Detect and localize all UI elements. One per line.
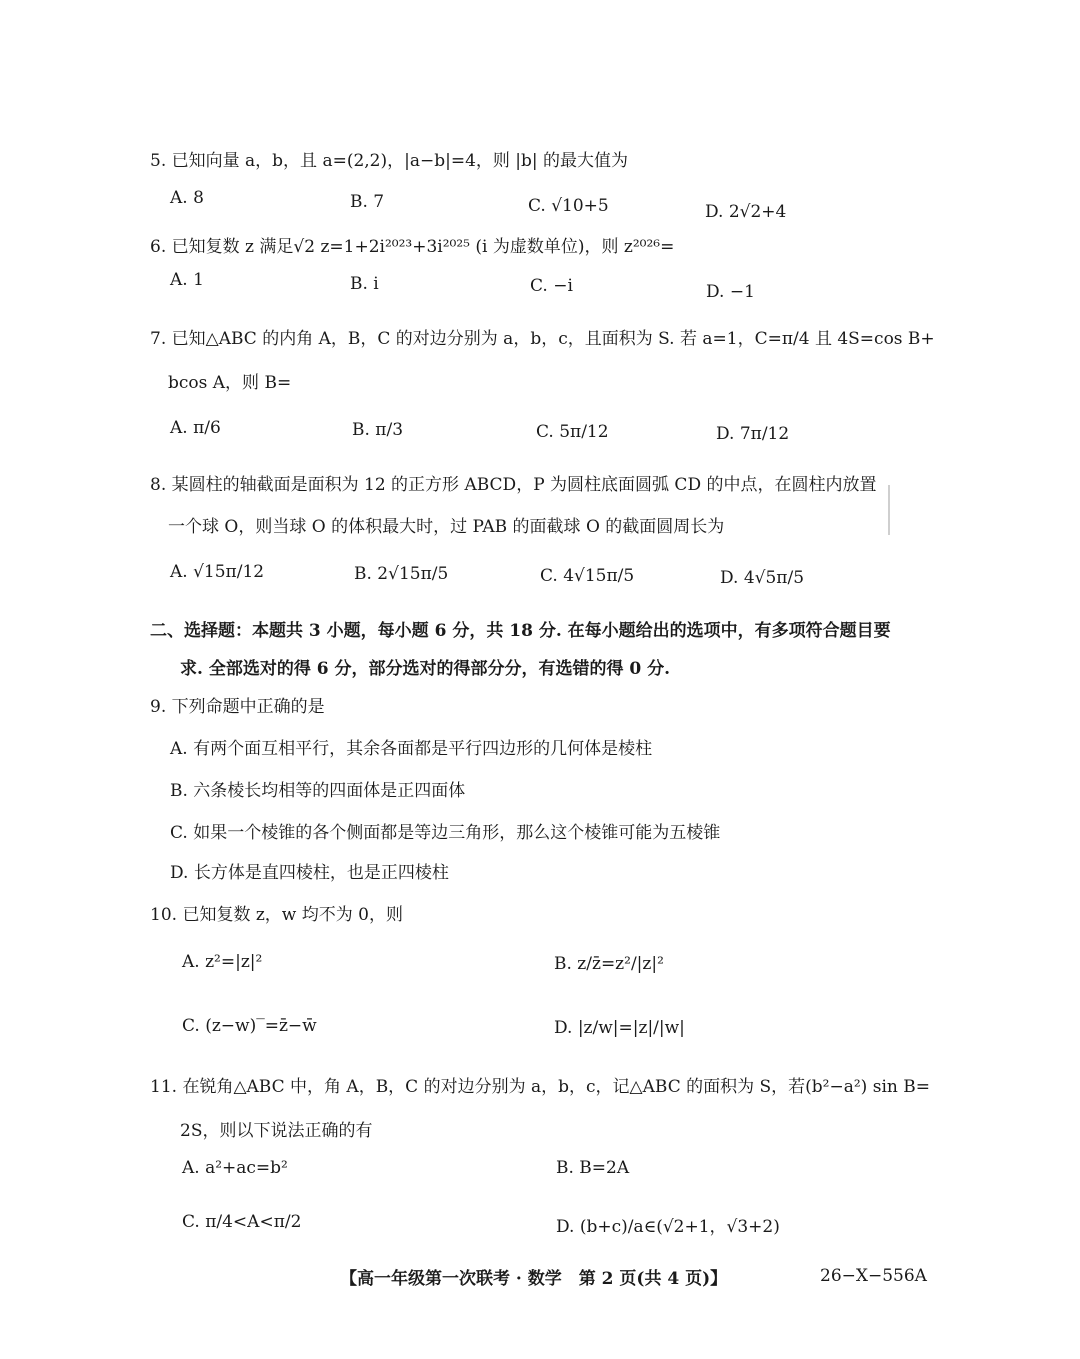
q6-option-a: A. 1	[170, 270, 204, 290]
q9-stem: 9. 下列命题中正确的是	[150, 697, 325, 717]
q5-option-d: D. 2√2+4	[705, 202, 787, 222]
q6-option-c: C. −i	[530, 276, 573, 296]
q10-option-c: C. (z−w)‾=z̄−w̄	[182, 1016, 317, 1036]
q11-option-b: B. B=2A	[556, 1158, 630, 1178]
q8-option-c: C. 4√15π/5	[540, 566, 635, 586]
q6-option-b: B. i	[350, 274, 379, 294]
footer-code: 26−X−556A	[820, 1266, 927, 1286]
q7-option-d: D. 7π/12	[716, 424, 790, 444]
q7-option-c: C. 5π/12	[536, 422, 609, 442]
q7-option-b: B. π/3	[352, 420, 404, 440]
q8-option-d: D. 4√5π/5	[720, 568, 805, 588]
q11-option-d: D. (b+c)/a∈(√2+1，√3+2)	[556, 1217, 780, 1237]
q9-option-d: D. 长方体是直四棱柱，也是正四棱柱	[170, 863, 449, 883]
q10-option-d: D. |z/w|=|z|/|w|	[554, 1018, 685, 1038]
q11-stem-line1: 11. 在锐角△ABC 中，角 A，B，C 的对边分别为 a，b，c，记△ABC 的面积为 S，若(b²−a²) sin B=	[150, 1077, 930, 1097]
q5-option-a: A. 8	[170, 188, 204, 208]
q8-option-b: B. 2√15π/5	[354, 564, 449, 584]
q9-option-a: A. 有两个面互相平行，其余各面都是平行四边形的几何体是棱柱	[170, 739, 653, 759]
q8-stem-line2: 一个球 O，则当球 O 的体积最大时，过 PAB 的面截球 O 的截面圆周长为	[168, 517, 725, 537]
q9-option-c: C. 如果一个棱锥的各个侧面都是等边三角形，那么这个棱锥可能为五棱锥	[170, 823, 721, 843]
section2-heading-line1: 二、选择题：本题共 3 小题，每小题 6 分，共 18 分. 在每小题给出的选项中，有多项符合题目要	[150, 621, 891, 641]
q6-option-d: D. −1	[706, 282, 755, 302]
scan-edge-mark	[888, 485, 890, 535]
q9-option-b: B. 六条棱长均相等的四面体是正四面体	[170, 781, 466, 801]
q7-stem-line1: 7. 已知△ABC 的内角 A，B，C 的对边分别为 a，b，c，且面积为 S. 若 a=1，C=π/4 且 4S=cos B+	[150, 329, 935, 349]
q7-option-a: A. π/6	[170, 418, 221, 438]
q10-option-b: B. z/z̄=z²/|z|²	[554, 954, 664, 974]
footer-title: 【高一年级第一次联考 · 数学 第 2 页(共 4 页)】	[340, 1269, 728, 1289]
q11-option-c: C. π/4<A<π/2	[182, 1212, 302, 1232]
q11-option-a: A. a²+ac=b²	[182, 1158, 288, 1178]
q8-option-a: A. √15π/12	[170, 562, 265, 582]
q8-stem-line1: 8. 某圆柱的轴截面是面积为 12 的正方形 ABCD，P 为圆柱底面圆弧 CD 的中点，在圆柱内放置	[150, 475, 877, 495]
q5-option-b: B. 7	[350, 192, 385, 212]
q6-stem: 6. 已知复数 z 满足√2 z=1+2i²⁰²³+3i²⁰²⁵ (i 为虚数单位)，则 z²⁰²⁶=	[150, 237, 675, 257]
q7-stem-line2: bcos A，则 B=	[168, 373, 292, 393]
section2-heading-line2: 求. 全部选对的得 6 分，部分选对的得部分分，有选错的得 0 分.	[180, 659, 671, 679]
q5-option-c: C. √10+5	[528, 196, 609, 216]
q10-option-a: A. z²=|z|²	[182, 952, 263, 972]
q10-stem: 10. 已知复数 z，w 均不为 0，则	[150, 905, 403, 925]
q11-stem-line2: 2S，则以下说法正确的有	[180, 1121, 373, 1141]
q5-stem: 5. 已知向量 a，b，且 a=(2,2)，|a−b|=4，则 |b| 的最大值为	[150, 151, 629, 171]
